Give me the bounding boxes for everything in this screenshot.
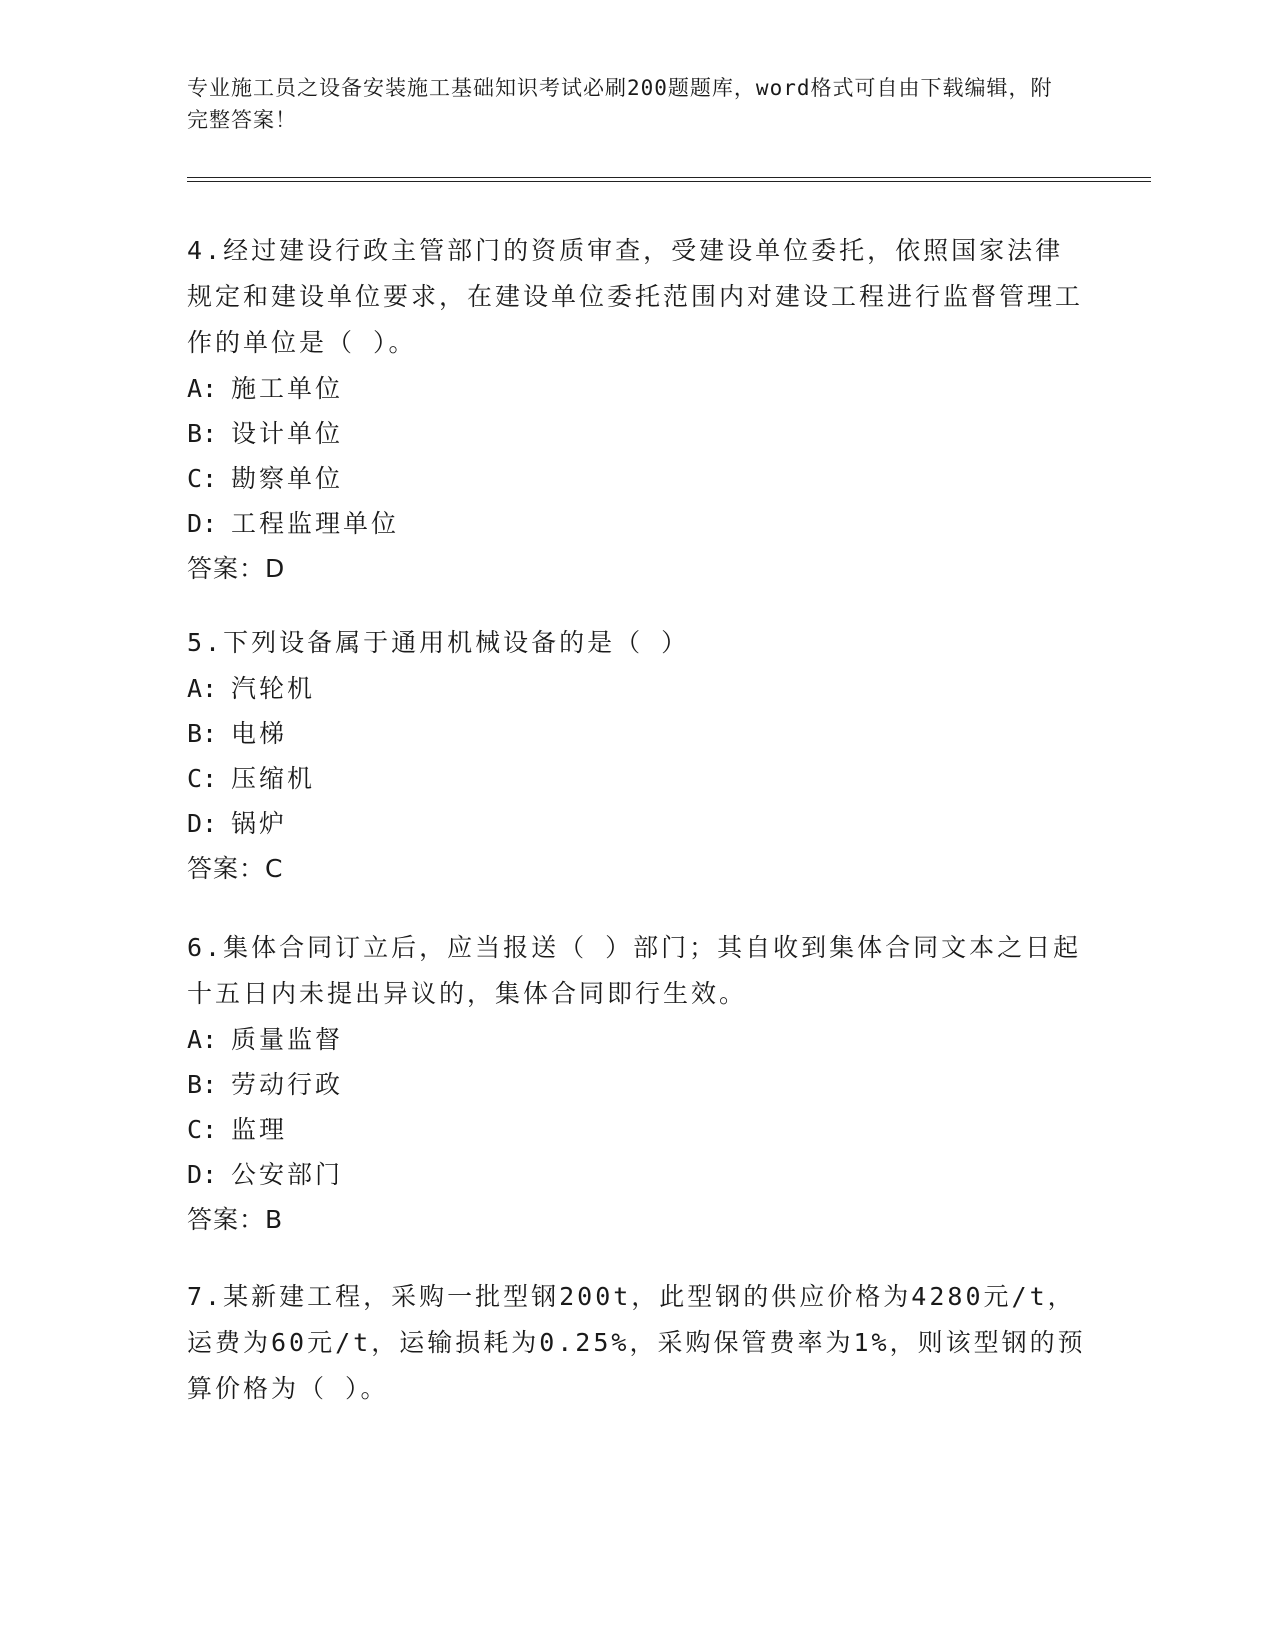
- question-7: [187, 1274, 1087, 1412]
- question-6: [187, 925, 1087, 1242]
- option-text: 电梯: [231, 719, 288, 748]
- option-text: 汽轮机: [231, 674, 316, 703]
- option-b: [187, 1062, 1087, 1107]
- option-c: [187, 456, 1087, 501]
- option-letter: A:: [187, 1025, 218, 1054]
- question-4: [187, 228, 1087, 591]
- option-text: 公安部门: [231, 1160, 344, 1189]
- option-text: 工程监理单位: [231, 509, 400, 538]
- answer: 答案：B: [187, 1205, 284, 1234]
- question-text: 6.集体合同订立后，应当报送（ ）部门；其自收到集体合同文本之日起十五日内未提出异议的，集体合同即行生效。: [187, 933, 1082, 1008]
- option-a: [187, 366, 1087, 411]
- option-c: [187, 756, 1087, 801]
- question-text: 4.经过建设行政主管部门的资质审查，受建设单位委托，依照国家法律规定和建设单位要求，在建设单位委托范围内对建设工程进行监督管理工作的单位是（ ）。: [187, 236, 1084, 357]
- option-letter: C:: [187, 464, 218, 493]
- option-d: [187, 1152, 1087, 1197]
- option-letter: A:: [187, 374, 218, 403]
- option-a: [187, 1017, 1087, 1062]
- option-letter: D:: [187, 509, 218, 538]
- option-letter: B:: [187, 1070, 218, 1099]
- option-text: 锅炉: [231, 809, 288, 838]
- question-text: 5.下列设备属于通用机械设备的是（ ）: [187, 628, 690, 657]
- option-text: 质量监督: [231, 1025, 344, 1054]
- option-letter: B:: [187, 419, 218, 448]
- option-letter: B:: [187, 719, 218, 748]
- question-5: [187, 620, 1087, 891]
- answer: 答案：C: [187, 854, 284, 883]
- option-d: [187, 801, 1087, 846]
- option-text: 压缩机: [231, 764, 316, 793]
- option-b: [187, 711, 1087, 756]
- option-b: [187, 411, 1087, 456]
- header-title: 专业施工员之设备安装施工基础知识考试必刷200题题库，word格式可自由下载编辑，附完整答案！: [187, 76, 1053, 132]
- option-text: 施工单位: [231, 374, 344, 403]
- header-rule-top: [187, 177, 1151, 178]
- option-d: [187, 501, 1087, 546]
- document-header: [187, 72, 1067, 136]
- option-letter: C:: [187, 764, 218, 793]
- option-text: 监理: [231, 1115, 288, 1144]
- header-rule-bottom: [187, 181, 1151, 182]
- option-c: [187, 1107, 1087, 1152]
- option-text: 设计单位: [231, 419, 344, 448]
- question-text: 7.某新建工程，采购一批型钢200t，此型钢的供应价格为4280元/t，运费为60元/t，运输损耗为0.25%，采购保管费率为1%，则该型钢的预算价格为（ ）。: [187, 1282, 1086, 1403]
- option-text: 勘察单位: [231, 464, 344, 493]
- option-letter: A:: [187, 674, 218, 703]
- option-letter: D:: [187, 1160, 218, 1189]
- option-a: [187, 666, 1087, 711]
- option-letter: D:: [187, 809, 218, 838]
- option-text: 劳动行政: [231, 1070, 344, 1099]
- option-letter: C:: [187, 1115, 218, 1144]
- answer: 答案：D: [187, 554, 286, 583]
